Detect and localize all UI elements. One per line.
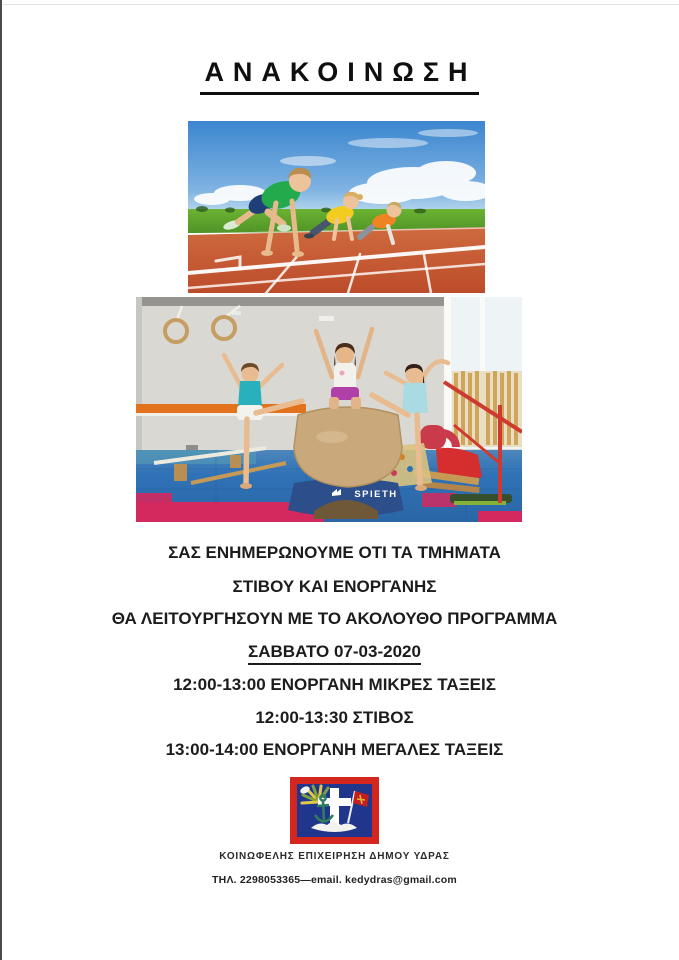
photo-kids-running-track <box>188 121 485 293</box>
footer-organization: ΚΟΙΝΩΦΕΛΗΣ ΕΠΙΧΕΙΡΗΣΗ ΔΗΜΟΥ ΥΔΡΑΣ <box>219 851 450 862</box>
photo-kids-gymnastics <box>136 297 522 522</box>
body-line-2: ΣΤΙΒΟΥ ΚΑΙ ΕΝΟΡΓΑΝΗΣ <box>232 577 437 596</box>
body-line-1: ΣΑΣ ΕΝΗΜΕΡΩΝΟΥΜΕ ΟΤΙ ΤΑ ΤΜΗΜΑΤΑ <box>168 543 501 562</box>
page-top-edge <box>2 4 679 5</box>
schedule-line-3: 13:00-14:00 ΕΝΟΡΓΑΝΗ ΜΕΓΑΛΕΣ ΤΑΞΕΙΣ <box>165 740 504 759</box>
body-line-date <box>2 642 667 662</box>
footer-contact: ΤΗΛ. 2298053365—email. kedydras@gmail.com <box>212 874 457 886</box>
track-photo-art <box>188 121 485 293</box>
page-title-text: ΑΝΑΚΟΙΝΩΣΗ <box>200 57 478 95</box>
schedule-line-1: 12:00-13:00 ΕΝΟΡΓΑΝΗ ΜΙΚΡΕΣ ΤΑΞΕΙΣ <box>173 675 496 694</box>
track-sky <box>188 121 485 213</box>
hydra-flag-logo <box>290 777 379 844</box>
schedule-line-2: 12:00-13:30 ΣΤΙΒΟΣ <box>255 708 414 727</box>
page-title <box>0 57 679 88</box>
track-surface <box>188 227 485 293</box>
date-underlined-text: ΣΑΒΒΑΤΟ 07-03-2020 <box>248 642 421 665</box>
hydra-flag-art <box>290 777 379 844</box>
vault-brand-label: SPIETH <box>354 489 398 500</box>
gym-photo-art <box>136 297 522 522</box>
page-left-edge <box>0 0 2 960</box>
vault-mushroom <box>288 407 404 519</box>
body-line-3: ΘΑ ΛΕΙΤΟΥΡΓΗΣΟΥΝ ΜΕ ΤΟ ΑΚΟΛΟΥΘΟ ΠΡΟΓΡΑΜΜΑ <box>111 609 558 628</box>
